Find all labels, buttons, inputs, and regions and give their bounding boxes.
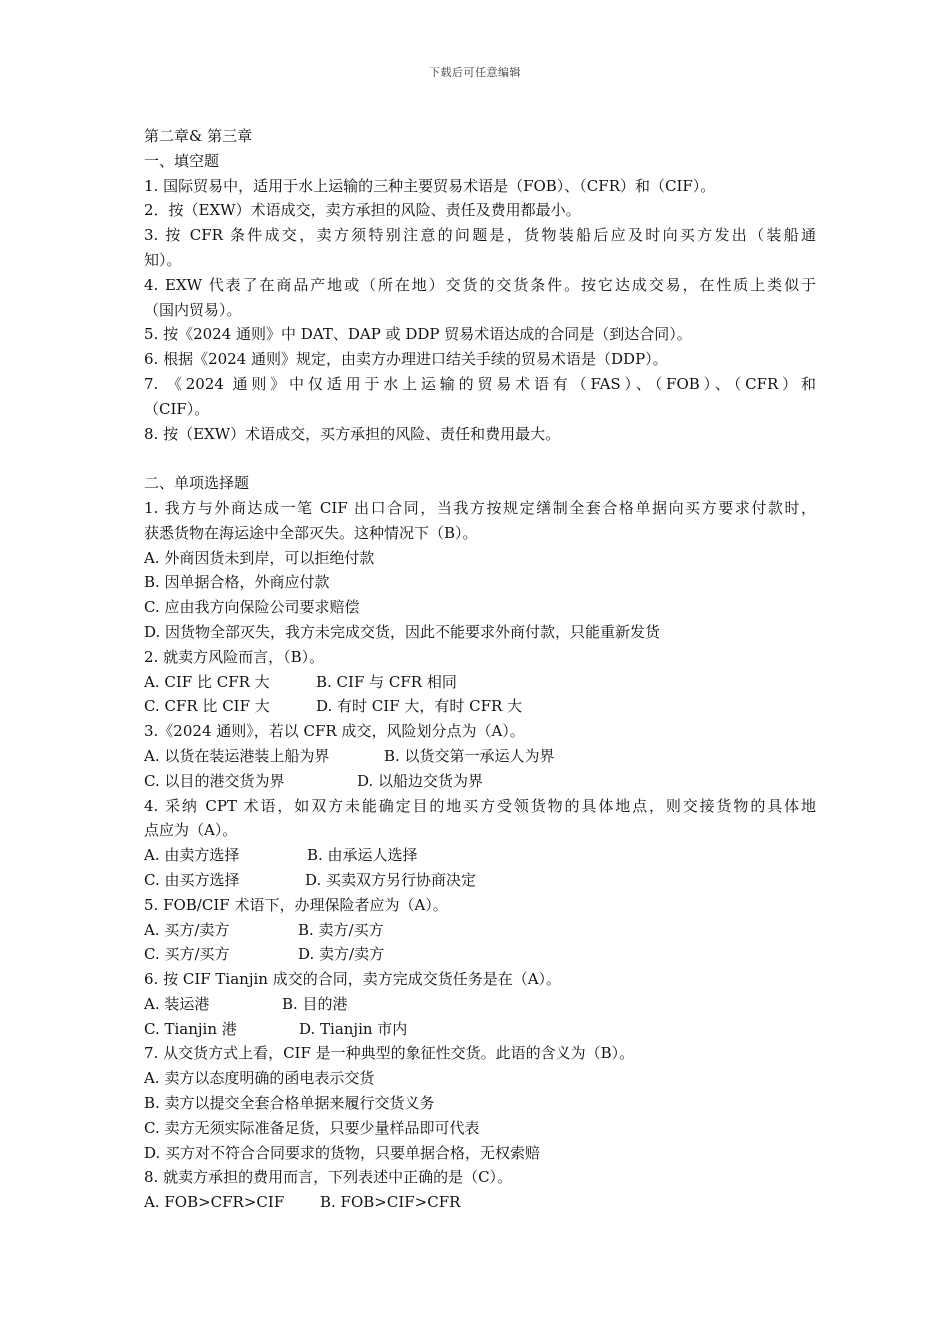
choice-2-option-d: D. 有时 CIF 大，有时 CFR 大	[316, 697, 523, 716]
choice-5-option-a: A. 买方/卖方	[144, 920, 230, 939]
choice-6-options-row-2	[144, 1017, 816, 1042]
choice-4-option-a: A. 由卖方选择	[144, 846, 240, 865]
choice-7-option-a: A. 卖方以态度明确的函电表示交货	[144, 1069, 375, 1088]
choice-2-option-b: B. CIF 与 CFR 相同	[316, 672, 457, 691]
document-body	[144, 124, 816, 1215]
fill-question-7-line-2: （CIF）。	[144, 399, 210, 418]
choice-4-options-row-2	[144, 868, 816, 893]
fill-question-4-line-1: 4. EXW 代表了在商品产地或（所在地）交货的交货条件。按它达成交易，在性质上类似于	[144, 275, 816, 294]
choice-5-option-b: B. 卖方/买方	[298, 920, 384, 939]
choice-6-option-b: B. 目的港	[282, 994, 348, 1013]
choice-8-option-b: B. FOB>CIF>CFR	[320, 1193, 461, 1212]
choice-4-options-row-1	[144, 843, 816, 868]
chapter-title: 第二章& 第三章	[144, 127, 253, 145]
fill-question-5: 5. 按《2024 通则》中 DAT、DAP 或 DDP 贸易术语达成的合同是（到达合同）。	[144, 325, 692, 344]
choice-1-option-a: A. 外商因货未到岸，可以拒绝付款	[144, 548, 375, 567]
choice-1-option-b: B. 因单据合格，外商应付款	[144, 573, 330, 592]
choice-question-4-line-1: 4. 采纳 CPT 术语，如双方未能确定目的地买方受领货物的具体地点，则交接货物的具体地	[144, 796, 816, 815]
choice-question-6: 6. 按 CIF Tianjin 成交的合同，卖方完成交货任务是在（A）。	[144, 970, 562, 989]
choice-3-options-row-2	[144, 769, 816, 794]
choice-5-option-d: D. 卖方/卖方	[298, 945, 385, 964]
choice-question-2: 2. 就卖方风险而言，（B）。	[144, 647, 325, 666]
fill-question-8: 8. 按（EXW）术语成交，买方承担的风险、责任和费用最大。	[144, 424, 561, 443]
choice-2-option-c: C. CFR 比 CIF 大	[144, 697, 270, 716]
fill-question-3-line-2: 知）。	[144, 250, 182, 269]
choice-5-options-row-2	[144, 942, 816, 967]
choice-question-1-line-2: 获悉货物在海运途中全部灭失。这种情况下（B）。	[144, 523, 478, 542]
blank-line	[144, 446, 816, 471]
choice-4-option-d: D. 买卖双方另行协商决定	[305, 870, 477, 889]
section-heading-single-choice: 二、单项选择题	[144, 474, 250, 493]
choice-4-option-c: C. 由买方选择	[144, 870, 240, 889]
choice-8-options-row-1	[144, 1190, 816, 1215]
choice-2-options-row-2	[144, 694, 816, 719]
fill-question-2: 2．按（EXW）术语成交，卖方承担的风险、责任及费用都最小。	[144, 201, 581, 220]
choice-4-option-b: B. 由承运人选择	[307, 846, 418, 865]
choice-1-option-c: C. 应由我方向保险公司要求赔偿	[144, 598, 360, 617]
fill-question-3-line-1: 3. 按 CFR 条件成交，卖方须特别注意的问题是，货物装船后应及时向买方发出（装船通	[144, 226, 816, 245]
choice-1-option-d: D. 因货物全部灭失，我方未完成交货，因此不能要求外商付款，只能重新发货	[144, 622, 661, 641]
choice-6-options-row-1	[144, 992, 816, 1017]
page-header: 下载后可任意编辑	[429, 66, 521, 79]
choice-3-options-row-1	[144, 744, 816, 769]
fill-question-6: 6. 根据《2024 通则》规定，由卖方办理进口结关手续的贸易术语是（DDP）。	[144, 350, 668, 369]
choice-5-option-c: C. 买方/买方	[144, 945, 230, 964]
choice-7-option-c: C. 卖方无须实际准备足货，只要少量样品即可代表	[144, 1118, 480, 1137]
choice-6-option-d: D. Tianjin 市内	[299, 1019, 408, 1038]
choice-8-option-a: A. FOB>CFR>CIF	[144, 1193, 285, 1212]
choice-3-option-b: B. 以货交第一承运人为界	[384, 746, 555, 765]
choice-question-8: 8. 就卖方承担的费用而言，下列表述中正确的是（C）。	[144, 1168, 513, 1187]
choice-question-3: 3.《2024 通则》，若以 CFR 成交，风险划分点为（A）。	[144, 722, 525, 741]
fill-question-4-line-2: （国内贸易）。	[144, 300, 242, 319]
section-heading-fill-blank: 一、填空题	[144, 151, 220, 170]
choice-2-option-a: A. CIF 比 CFR 大	[144, 672, 270, 691]
fill-question-7-line-1: 7. 《2024 通则》中仅适用于水上运输的贸易术语有（FAS）、（FOB）、（CFR）和	[144, 374, 816, 393]
choice-3-option-a: A. 以货在装运港装上船为界	[144, 746, 330, 765]
choice-question-1-line-1: 1. 我方与外商达成一笔 CIF 出口合同，当我方按规定缮制全套合格单据向买方要求付款时，	[144, 498, 816, 517]
choice-5-options-row-1	[144, 918, 816, 943]
choice-question-4-line-2: 点应为（A）。	[144, 821, 238, 840]
choice-2-options-row-1	[144, 670, 816, 695]
fill-question-1: 1. 国际贸易中，适用于水上运输的三种主要贸易术语是（FOB）、（CFR）和（CIF）。	[144, 176, 716, 195]
choice-7-option-b: B. 卖方以提交全套合格单据来履行交货义务	[144, 1094, 435, 1113]
choice-6-option-c: C. Tianjin 港	[144, 1019, 237, 1038]
choice-question-7: 7. 从交货方式上看，CIF 是一种典型的象征性交货。此语的含义为（B）。	[144, 1044, 635, 1063]
choice-3-option-d: D. 以船边交货为界	[357, 771, 484, 790]
choice-6-option-a: A. 装运港	[144, 994, 210, 1013]
choice-question-5: 5. FOB/CIF 术语下，办理保险者应为（A）。	[144, 895, 448, 914]
choice-3-option-c: C. 以目的港交货为界	[144, 771, 285, 790]
choice-7-option-d: D. 买方对不符合合同要求的货物，只要单据合格，无权索赔	[144, 1143, 541, 1162]
